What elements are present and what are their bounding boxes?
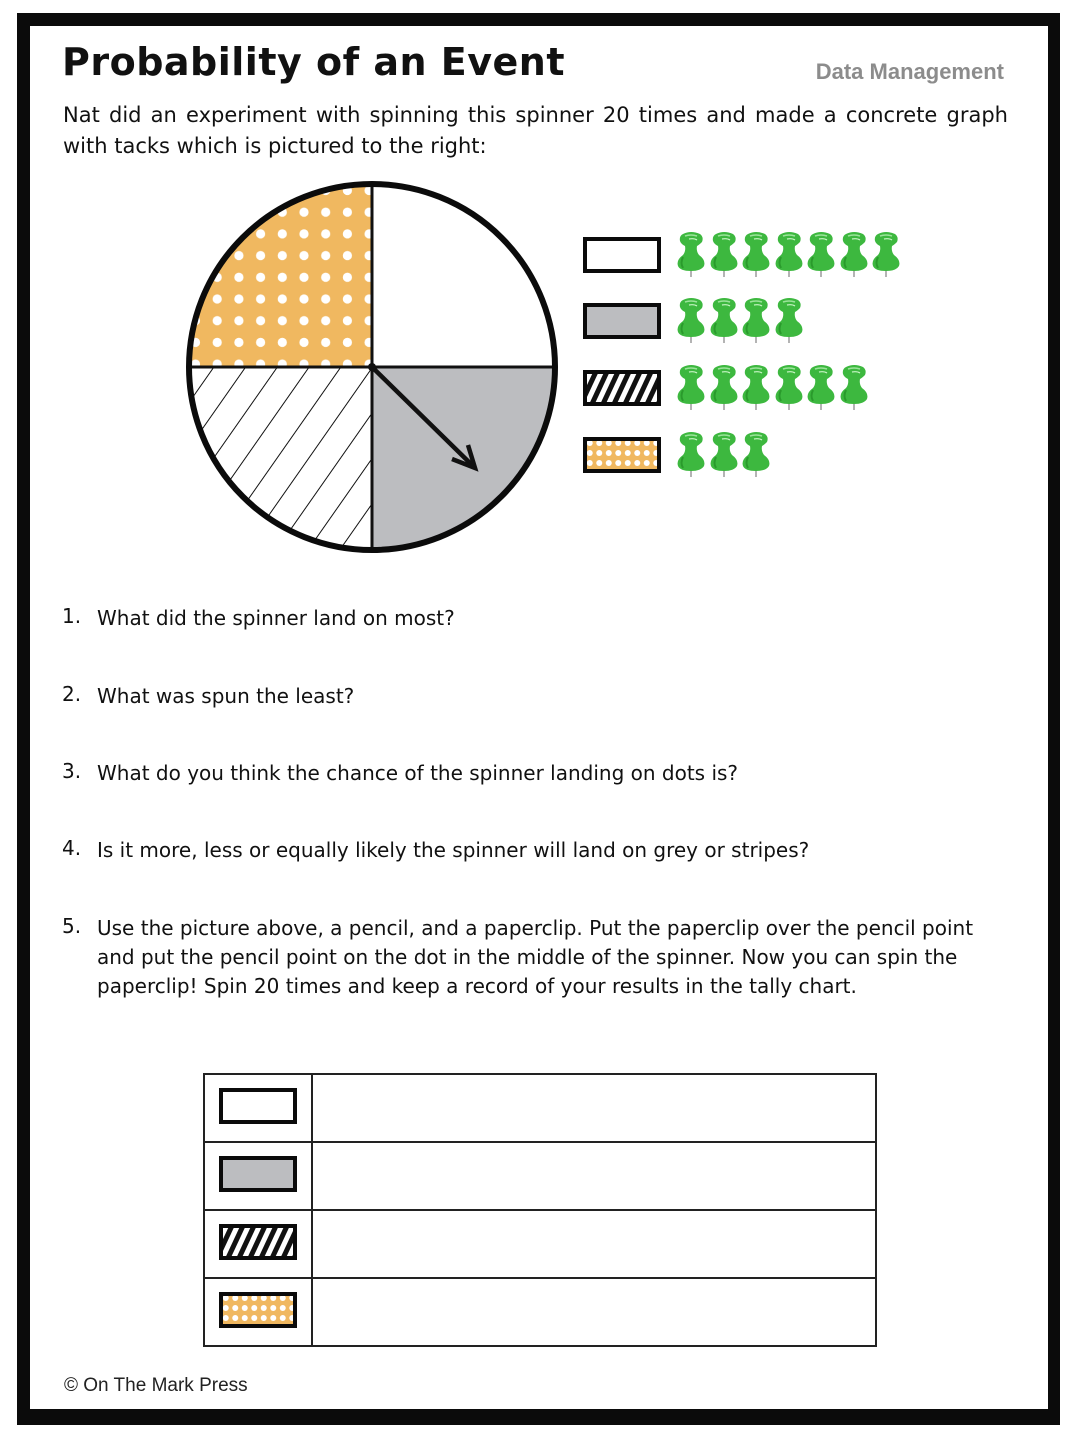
pushpin-icon bbox=[838, 364, 870, 412]
dots-swatch-icon bbox=[219, 1292, 297, 1328]
tally-entry-cell[interactable] bbox=[312, 1210, 876, 1278]
dots-swatch-icon bbox=[583, 437, 661, 473]
pushpin-icon bbox=[805, 364, 837, 412]
intro-line-2: with tacks which is pictured to the right: bbox=[63, 134, 487, 158]
subject-label: Data Management bbox=[815, 59, 1004, 84]
pushpin-icon bbox=[773, 364, 805, 412]
pushpin-icon bbox=[708, 431, 740, 479]
tally-symbol-cell bbox=[204, 1074, 312, 1142]
pushpin-icon bbox=[740, 297, 772, 345]
page-title: Probability of an Event bbox=[62, 40, 565, 84]
pushpin-icon bbox=[708, 297, 740, 345]
question-number: 5. bbox=[62, 914, 82, 938]
question-text: Is it more, less or equally likely the spinner will land on grey or stripes? bbox=[97, 838, 810, 862]
graph-row-dots bbox=[583, 430, 773, 480]
question-5 bbox=[62, 914, 1007, 1001]
pushpin-icon bbox=[838, 231, 870, 279]
tack-row bbox=[675, 231, 903, 279]
grey-swatch-icon bbox=[219, 1156, 297, 1192]
grey-swatch-icon bbox=[583, 303, 661, 339]
question-number: 4. bbox=[62, 836, 82, 860]
graph-row-white bbox=[583, 230, 903, 280]
intro-line-1: Nat did an experiment with spinning this spinner 20 times and made a concrete graph bbox=[63, 103, 1008, 127]
stripes-swatch-icon bbox=[219, 1224, 297, 1260]
pushpin-icon bbox=[708, 364, 740, 412]
pushpin-icon bbox=[870, 231, 902, 279]
tack-row bbox=[675, 297, 805, 345]
pushpin-icon bbox=[773, 297, 805, 345]
pushpin-icon bbox=[740, 431, 772, 479]
tally-chart bbox=[203, 1073, 877, 1347]
question-number: 1. bbox=[62, 604, 82, 628]
spinner-diagram bbox=[184, 179, 562, 557]
pushpin-icon bbox=[675, 364, 707, 412]
tally-symbol-cell bbox=[204, 1142, 312, 1210]
question-text: What did the spinner land on most? bbox=[97, 606, 455, 630]
question-number: 3. bbox=[62, 759, 82, 783]
graph-row-stripes bbox=[583, 363, 870, 413]
question-text: What do you think the chance of the spinner landing on dots is? bbox=[97, 761, 739, 785]
pushpin-icon bbox=[708, 231, 740, 279]
tally-entry-cell[interactable] bbox=[312, 1142, 876, 1210]
tack-row bbox=[675, 431, 773, 479]
pushpin-icon bbox=[805, 231, 837, 279]
question-text: Use the picture above, a pencil, and a paperclip. Put the paperclip over the pencil point and put the pencil point on the dot in the middle of the spinner. Now you can spin the paperclip! Spin 20 times and keep a record of your results in the tally chart. bbox=[97, 916, 974, 998]
tally-row-stripes bbox=[204, 1210, 876, 1278]
tally-row-white bbox=[204, 1074, 876, 1142]
tally-symbol-cell bbox=[204, 1210, 312, 1278]
white-swatch-icon bbox=[583, 237, 661, 273]
pushpin-icon bbox=[740, 231, 772, 279]
copyright-footer: © On The Mark Press bbox=[64, 1375, 248, 1396]
question-4 bbox=[62, 836, 1007, 865]
tally-entry-cell[interactable] bbox=[312, 1278, 876, 1346]
stripes-swatch-icon bbox=[583, 370, 661, 406]
tally-entry-cell[interactable] bbox=[312, 1074, 876, 1142]
tally-row-grey bbox=[204, 1142, 876, 1210]
graph-row-grey bbox=[583, 296, 805, 346]
pushpin-icon bbox=[740, 364, 772, 412]
question-text: What was spun the least? bbox=[97, 684, 355, 708]
pushpin-icon bbox=[773, 231, 805, 279]
tack-row bbox=[675, 364, 870, 412]
tally-symbol-cell bbox=[204, 1278, 312, 1346]
question-3 bbox=[62, 759, 1007, 788]
pushpin-icon bbox=[675, 431, 707, 479]
white-swatch-icon bbox=[219, 1088, 297, 1124]
pushpin-icon bbox=[675, 231, 707, 279]
question-2 bbox=[62, 682, 1007, 711]
question-1 bbox=[62, 604, 1007, 633]
intro-paragraph bbox=[63, 100, 1008, 162]
pushpin-icon bbox=[675, 297, 707, 345]
question-number: 2. bbox=[62, 682, 82, 706]
tally-row-dots bbox=[204, 1278, 876, 1346]
